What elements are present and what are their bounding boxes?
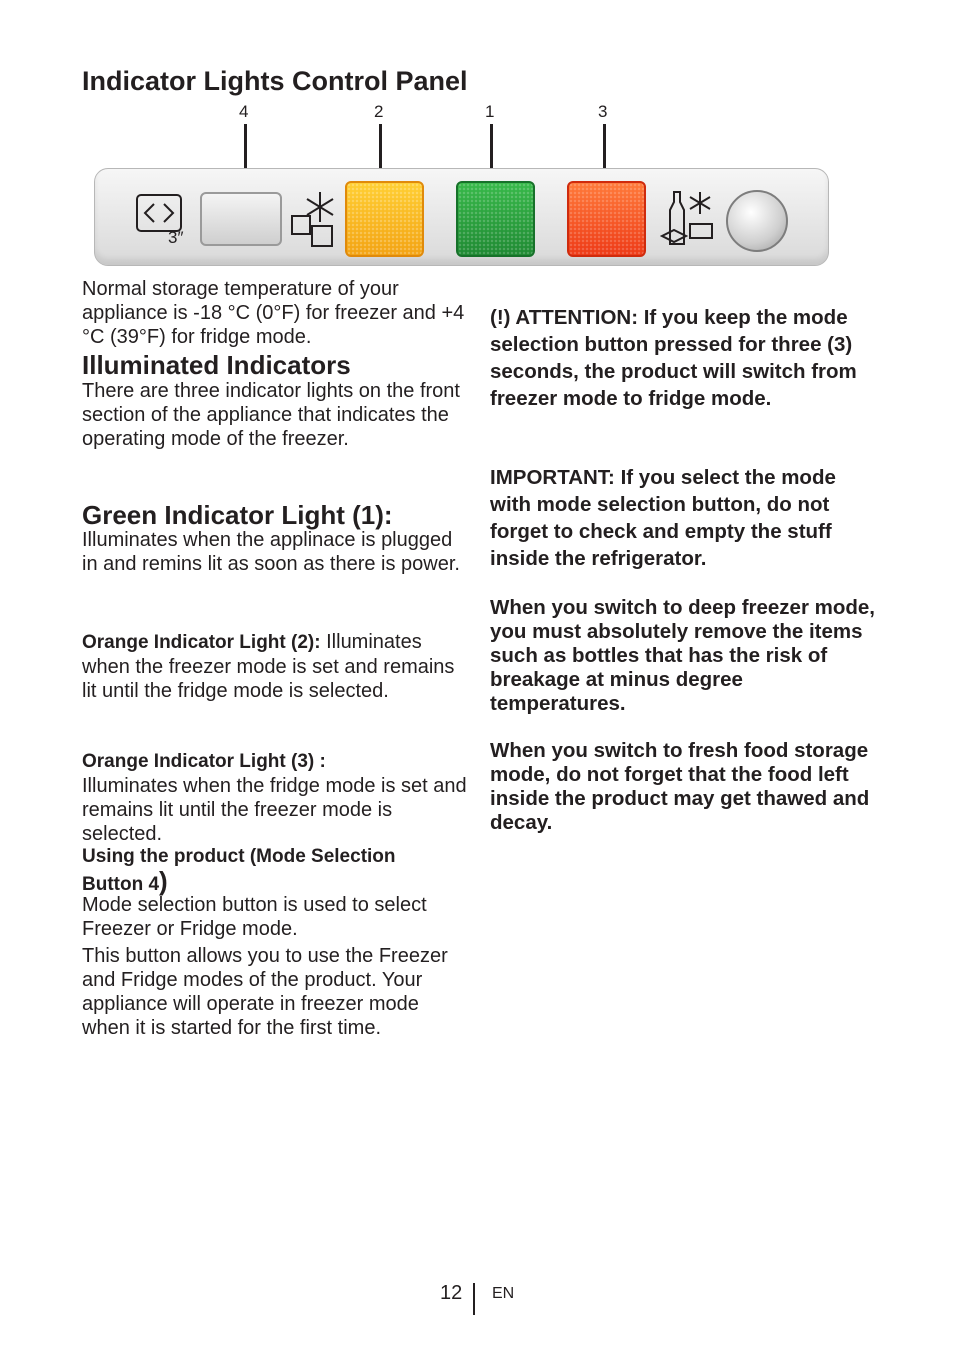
using-product-paren: ): [159, 866, 168, 896]
display-window: [200, 192, 282, 246]
callout-2: 2: [374, 102, 384, 121]
intro-text: Normal storage temperature of your appliance is -18 °C (0°F) for freezer and +4 °C (39°F) for fridge mode.: [82, 278, 465, 348]
orange-indicator-2-paragraph: [82, 630, 467, 703]
page-title: Indicator Lights Control Panel: [82, 66, 468, 96]
fridge-food-icon: [660, 188, 716, 250]
callout-4: 4: [239, 102, 249, 121]
using-product-text-2: This button allows you to use the Freezer and Fridge modes of the product. Your appliance will operate in freezer mode when it is started for the first time.: [82, 945, 448, 1039]
important-note: IMPORTANT: If you select the mode with mode selection button, do not forget to check and empty the stuff inside the refrigerator.: [490, 466, 836, 570]
green-indicator-light-1: [456, 181, 535, 257]
callout-1: 1: [485, 102, 495, 121]
footer-divider: [473, 1283, 475, 1315]
callout-3: 3: [598, 102, 608, 121]
green-indicator-heading: Green Indicator Light (1):: [82, 500, 393, 530]
illuminated-indicators-text: There are three indicator lights on the front section of the appliance that indicates the operating mode of the freezer.: [82, 380, 460, 450]
orange-indicator-2-text: Illuminates when the freezer mode is set and remains lit until the fridge mode is selected.: [82, 631, 455, 702]
fresh-food-note: When you switch to fresh food storage mode, do not forget that the food left inside the product may get thawed and decay.: [490, 739, 870, 834]
attention-note: (!) ATTENTION: If you keep the mode selection button pressed for three (3) seconds, the product will switch from freezer mode to fridge mode.: [490, 306, 857, 410]
orange-indicator-light-3: [567, 181, 646, 257]
using-product-label-line1: Using the product (Mode Selection: [82, 846, 396, 867]
using-product-text: Mode selection button is used to select Freezer or Fridge mode.: [82, 894, 427, 940]
orange-indicator-2-label: Orange Indicator Light (2):: [82, 632, 321, 653]
orange-indicator-3-label: Orange Indicator Light (3) :: [82, 751, 326, 772]
orange-indicator-light-2: [345, 181, 424, 257]
orange-indicator-3-text: Illuminates when the fridge mode is set and remains lit until the freezer mode is selected.: [82, 775, 467, 845]
deep-freezer-note: When you switch to deep freezer mode, you must absolutely remove the items such as bottles that has the risk of breakage at minus degree temperatures.: [490, 596, 876, 715]
mode-selection-button[interactable]: [726, 190, 788, 252]
illuminated-indicators-heading: Illuminated Indicators: [82, 350, 351, 380]
page-number: 12: [440, 1282, 463, 1304]
using-product-label-text: Button 4: [82, 874, 160, 895]
hold-duration-label: 3″: [168, 228, 184, 247]
language-code: EN: [492, 1285, 515, 1302]
green-indicator-text: Illuminates when the applinace is plugged in and remins lit as soon as there is power.: [82, 529, 460, 575]
freezer-snowflake-icon: [288, 188, 340, 250]
